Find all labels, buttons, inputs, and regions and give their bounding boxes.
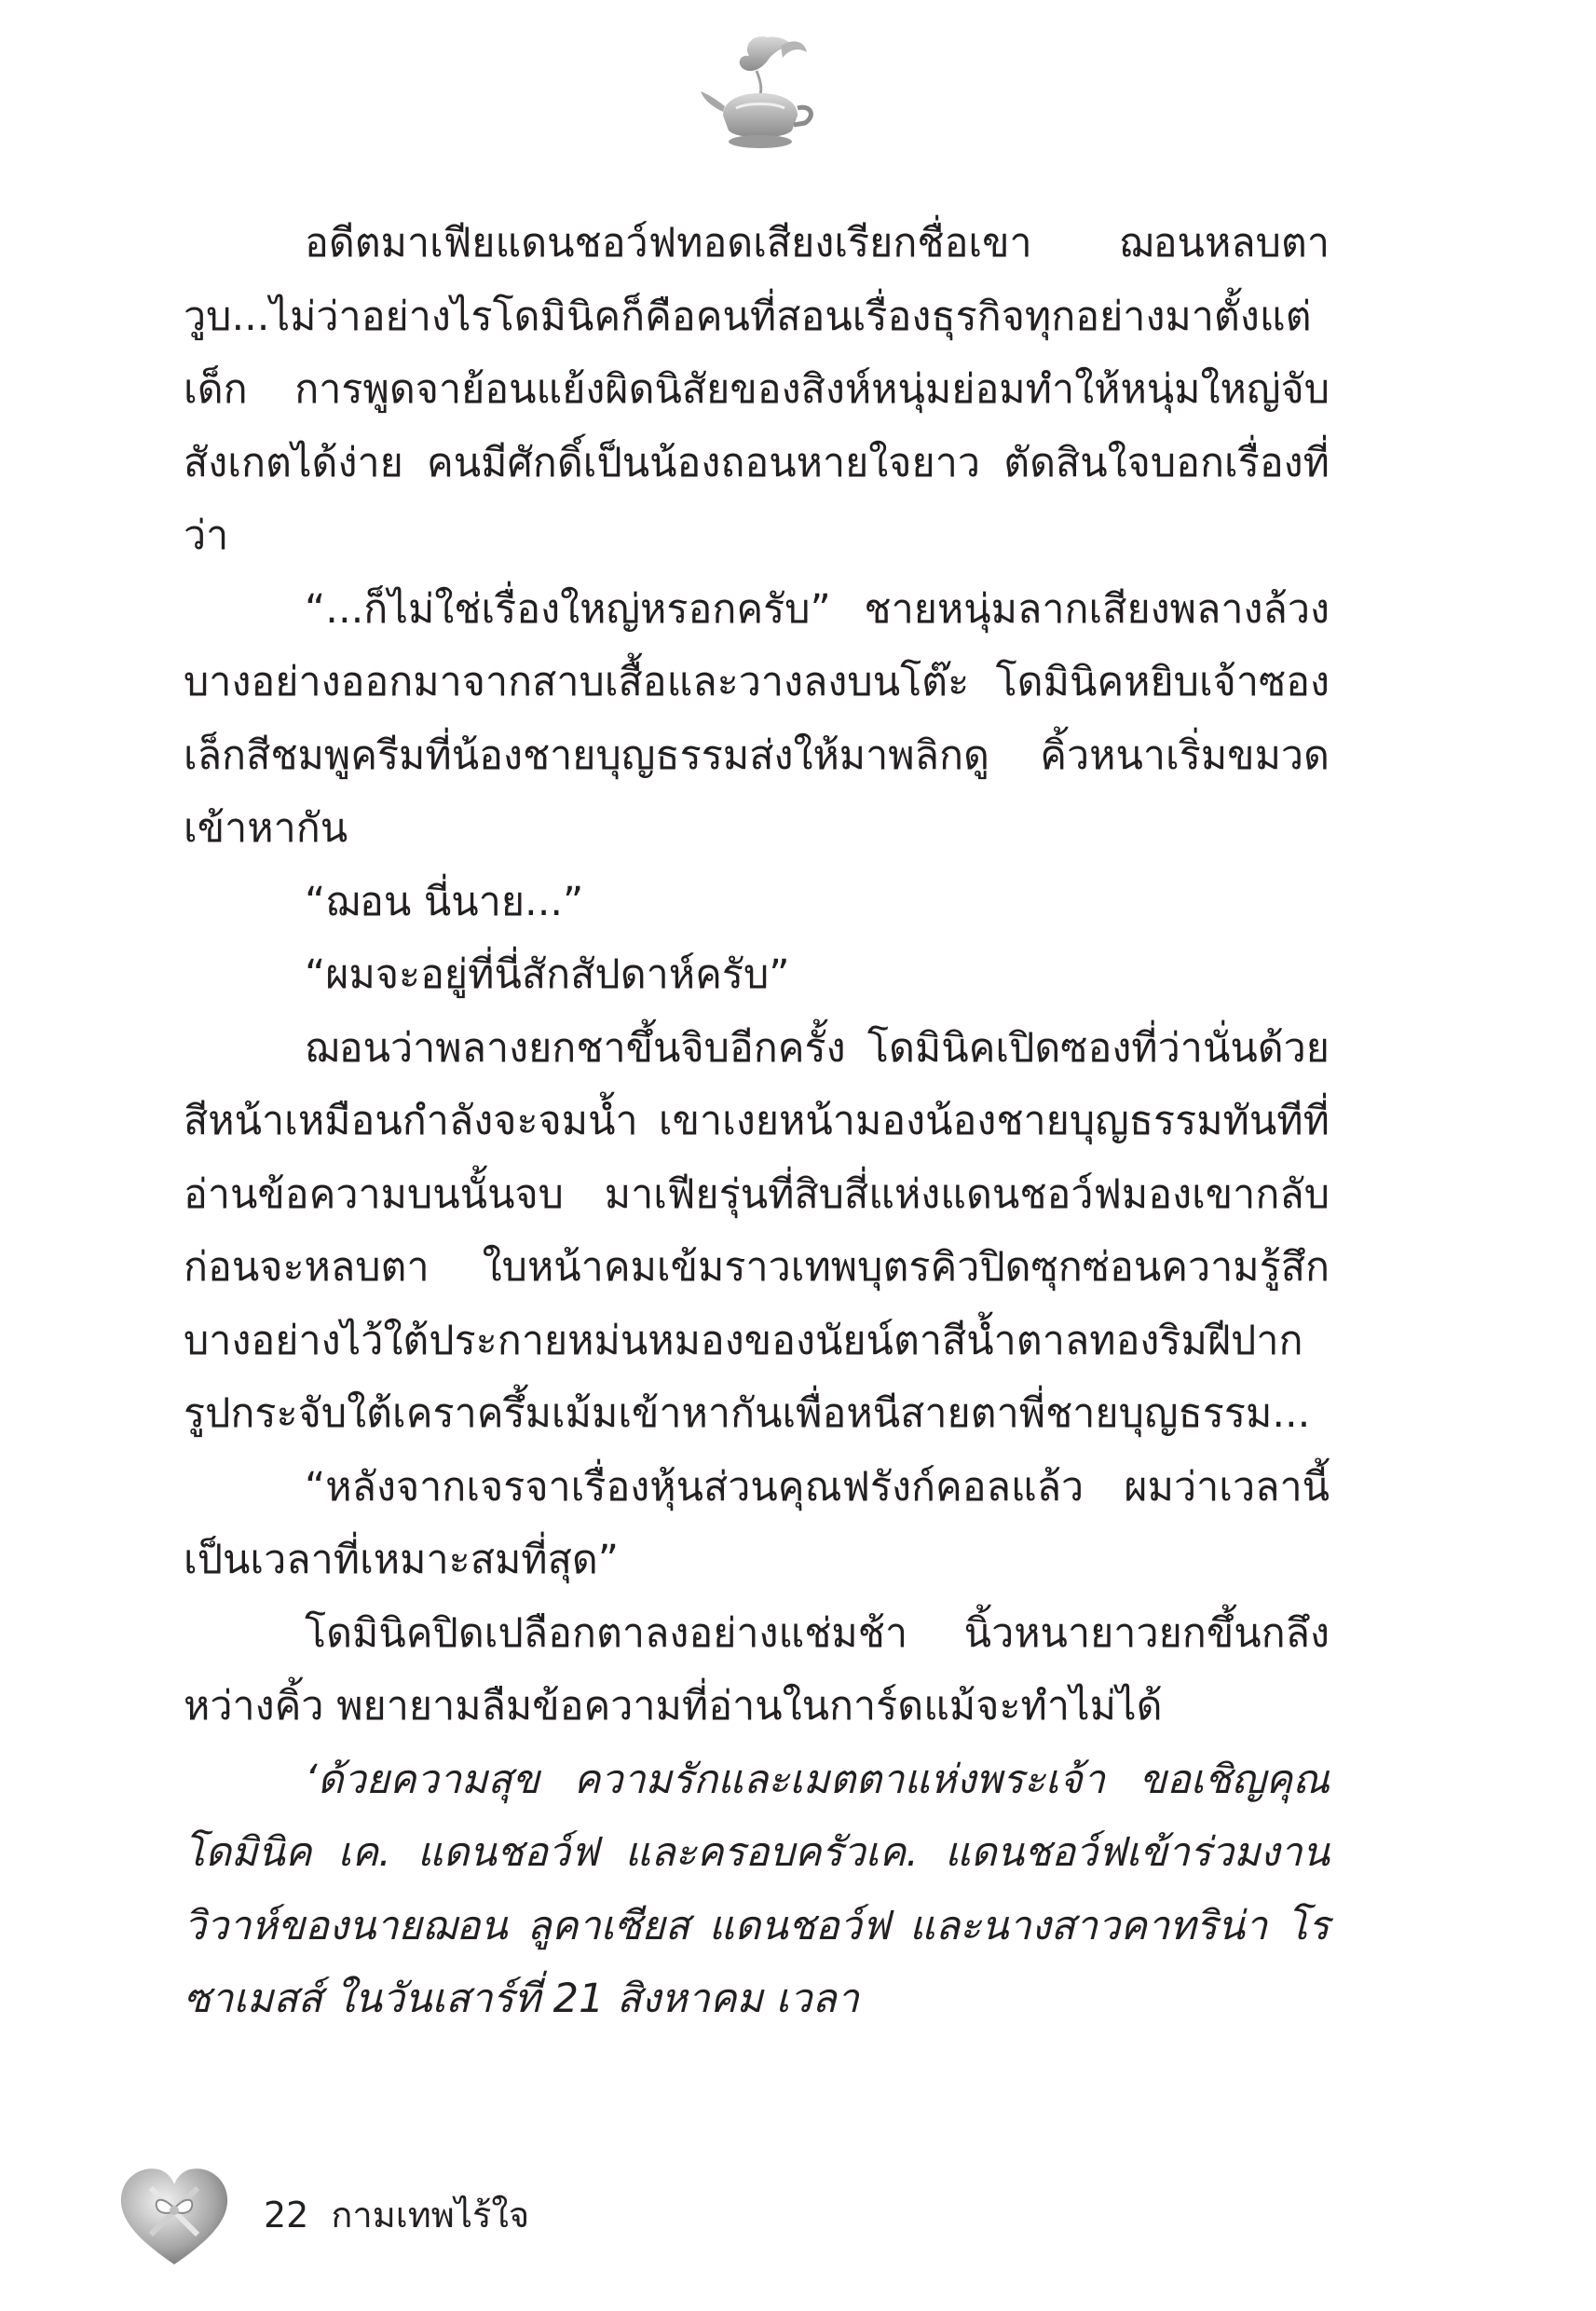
paragraph: โดมินิคปิดเปลือกตาลงอย่างแช่มช้า นิ้วหนายาวยกขึ้นกลึงหว่างคิ้ว พยายามลืมข้อความที่อ่านในการ์ดแม้จะทำไม่ได้ <box>184 1609 1330 1730</box>
paragraph: “ฌอน นี่นาย...” <box>305 878 584 925</box>
paragraph: อดีตมาเฟียแดนชอว์ฟทอดเสียงเรียกชื่อเขา ฌอนหลบตาวูบ...ไม่ว่าอย่างไรโดมินิคก็คือคนที่สอนเรื่องธุรกิจทุกอย่างมาตั้งแต่เด็ก การพูดจาย้อนแย้งผิดนิสัยของสิงห์หนุ่มย่อมทำให้หนุ่มใหญ่จับสังเกตได้ง่าย คนมีศักดิ์เป็นน้องถอนหายใจยาว ตัดสินใจบอกเรื่องที่ว่า <box>184 220 1330 559</box>
paragraph: ฌอนว่าพลางยกชาขึ้นจิบอีกครั้ง โดมินิคเปิดซองที่ว่านั่นด้วยสีหน้าเหมือนกำลังจะจมน้ำ เขาเงยหน้ามองน้องชายบุญธรรมทันทีที่อ่านข้อความบนนั้นจบ มาเฟียรุ่นที่สิบสี่แห่งแดนชอว์ฟมองเขากลับก่อนจะหลบตา ใบหน้าคมเข้มราวเทพบุตรคิวปิดซุกซ่อนความรู้สึกบางอย่างไว้ใต้ประกายหม่นหมองของนัยน์ตาสีน้ำตาลทองริมฝีปากรูปกระจับใต้เคราครึ้มเม้มเข้าหากันเพื่อหนีสายตาพี่ชายบุญธรรม... <box>184 1024 1330 1437</box>
paragraph: “หลังจากเจรจาเรื่องหุ้นส่วนคุณฟรังก์คอลแล้ว ผมว่าเวลานี้เป็นเวลาที่เหมาะสมที่สุด” <box>184 1463 1330 1583</box>
ribbon-heart-icon <box>114 2160 235 2272</box>
cupid-teacup-ornament-icon <box>695 26 825 157</box>
page-footer <box>264 2192 552 2238</box>
chapter-body <box>184 207 1330 2036</box>
book-title: กามเทพไร้ใจ <box>331 2195 530 2236</box>
invitation-paragraph: ‘ด้วยความสุข ความรักและเมตตาแห่งพระเจ้า ขอเชิญคุณโดมินิค เค. แดนชอว์ฟ และครอบครัวเค. แดนชอว์ฟเข้าร่วมงานวิวาห์ของนายฌอน ลูคาเซียส แดนชอว์ฟ และนางสาวคาทริน่า โรซาเมสส์ ในวันเสาร์ที่ 21 สิงหาคม เวลา <box>184 1756 1330 2022</box>
paragraph: “...ก็ไม่ใช่เรื่องใหญ่หรอกครับ” ชายหนุ่มลากเสียงพลางล้วงบางอย่างออกมาจากสาบเสื้อและวางลงบนโต๊ะ โดมินิคหยิบเจ้าซองเล็กสีชมพูครีมที่น้องชายบุญธรรมส่งให้มาพลิกดู คิ้วหนาเริ่มขมวดเข้าหากัน <box>184 585 1330 852</box>
page-number: 22 <box>264 2195 309 2236</box>
paragraph: “ผมจะอยู่ที่นี่สักสัปดาห์ครับ” <box>305 951 790 998</box>
